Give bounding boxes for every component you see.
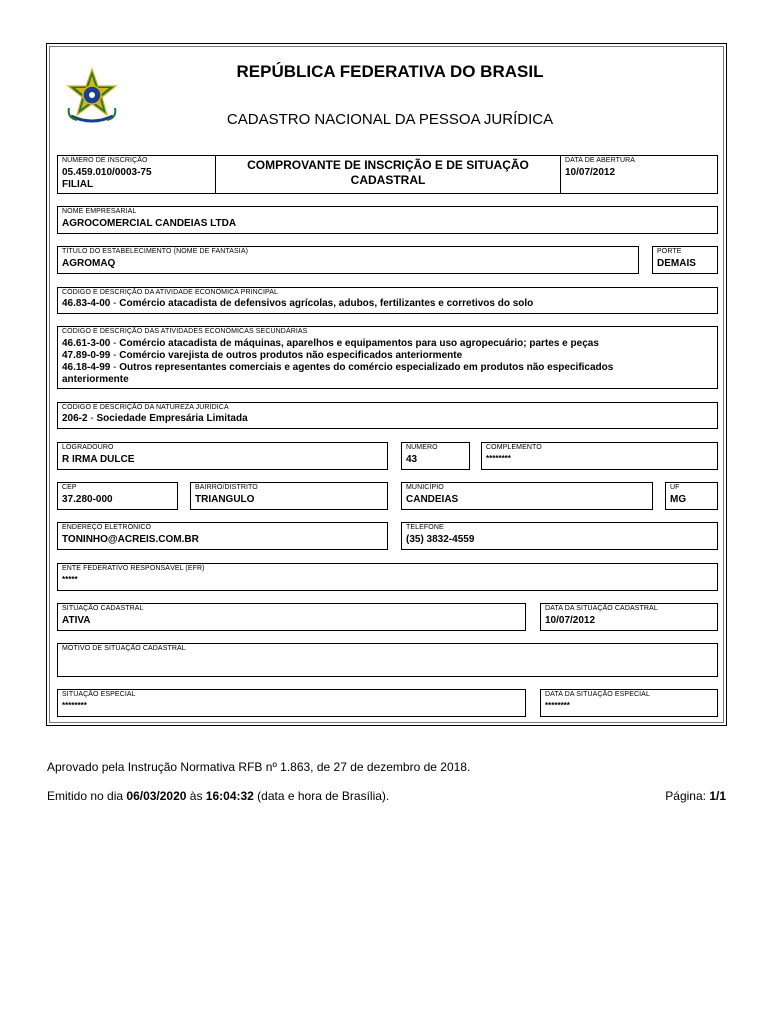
data-situacao-especial-value: ******** — [545, 701, 570, 710]
motivo-box — [57, 643, 718, 677]
list-item: 46.61-3-00 - Comércio atacadista de máquinas, aparelhos e equipamentos para uso agropecuário; partes e peças — [62, 338, 599, 349]
atividades-secundarias-label: CÓDIGO E DESCRIÇÃO DAS ATIVIDADES ECONÔMICAS SECUNDÁRIAS — [62, 328, 308, 335]
comprovante-title-line2: CADASTRAL — [350, 173, 426, 187]
fantasia-box — [57, 246, 639, 274]
cep-box — [57, 482, 178, 510]
fantasia-value: AGROMAQ — [62, 258, 116, 269]
atividade-principal-desc: Comércio atacadista de defensivos agrícolas, adubos, fertilizantes e corretivos do solo — [119, 298, 534, 309]
municipio-value: CANDEIAS — [406, 494, 459, 505]
inscricao-box — [57, 155, 216, 194]
atividade-principal-label: CÓDIGO E DESCRIÇÃO DA ATIVIDADE ECONÔMICA PRINCIPAL — [62, 289, 279, 296]
brazil-coat-of-arms-icon — [63, 68, 121, 128]
bairro-value: TRIANGULO — [195, 494, 255, 505]
list-item: 46.18-4-99 - Outros representantes comerciais e agentes do comércio especializado em produtos não especificados — [62, 362, 614, 373]
comprovante-box — [215, 155, 561, 194]
comprovante-title-line1: COMPROVANTE DE INSCRIÇÃO E DE SITUAÇÃO — [247, 158, 529, 172]
efr-box — [57, 563, 718, 591]
municipio-box — [401, 482, 653, 510]
atividade-principal-sep: - — [110, 298, 120, 309]
situacao-box — [57, 603, 526, 631]
footer-aprovado: Aprovado pela Instrução Normativa RFB nº 1.863, de 27 de dezembro de 2018. — [47, 760, 471, 774]
nome-empresarial-value: AGROCOMERCIAL CANDEIAS LTDA — [62, 218, 237, 229]
data-situacao-label: DATA DA SITUAÇÃO CADASTRAL — [545, 605, 658, 612]
fantasia-label: TÍTULO DO ESTABELECIMENTO (NOME DE FANTASIA) — [62, 248, 249, 255]
natureza-juridica-label: CÓDIGO E DESCRIÇÃO DA NATUREZA JURÍDICA — [62, 404, 229, 411]
logradouro-box — [57, 442, 388, 470]
uf-box — [665, 482, 718, 510]
emitido-time: 16:04:32 — [205, 789, 254, 803]
cep-label: CEP — [62, 484, 77, 491]
municipio-label: MUNICÍPIO — [406, 484, 444, 491]
natureza-juridica-value: 206-2 - Sociedade Empresária Limitada — [62, 413, 248, 424]
complemento-value: ******** — [486, 454, 511, 463]
abertura-label: DATA DE ABERTURA — [565, 157, 636, 164]
email-box — [57, 522, 388, 550]
data-situacao-especial-box — [540, 689, 718, 717]
numero-box — [401, 442, 470, 470]
atividade-principal-box — [57, 287, 718, 314]
inscricao-tipo: FILIAL — [62, 179, 94, 190]
complemento-label: COMPLEMENTO — [486, 444, 542, 451]
logradouro-value: R IRMA DULCE — [62, 454, 135, 465]
telefone-box — [401, 522, 718, 550]
data-situacao-especial-label: DATA DA SITUAÇÃO ESPECIAL — [545, 691, 650, 698]
page-title: REPÚBLICA FEDERATIVA DO BRASIL — [236, 62, 544, 81]
porte-box — [652, 246, 718, 274]
data-situacao-box — [540, 603, 718, 631]
email-label: ENDEREÇO ELETRÔNICO — [62, 524, 152, 531]
telefone-label: TELEFONE — [406, 524, 444, 531]
situacao-especial-value: ******** — [62, 701, 87, 710]
uf-label: UF — [670, 484, 680, 491]
cep-value: 37.280-000 — [62, 494, 113, 505]
footer-emitido: Emitido no dia 06/03/2020 às 16:04:32 (data e hora de Brasília). — [47, 789, 390, 803]
porte-label: PORTE — [657, 248, 682, 255]
complemento-box — [481, 442, 718, 470]
efr-label: ENTE FEDERATIVO RESPONSÁVEL (EFR) — [62, 565, 205, 572]
page-subtitle: CADASTRO NACIONAL DA PESSOA JURÍDICA — [226, 111, 554, 128]
atividades-secundarias-box — [57, 326, 718, 389]
numero-label: NÚMERO — [406, 444, 438, 451]
inscricao-label: NÚMERO DE INSCRIÇÃO — [62, 157, 148, 164]
atividade-principal-value — [62, 298, 533, 310]
numero-value: 43 — [406, 454, 418, 465]
efr-value: ***** — [62, 575, 78, 584]
inscricao-numero: 05.459.010/0003-75 — [62, 167, 152, 178]
logradouro-label: LOGRADOURO — [62, 444, 114, 451]
bairro-label: BAIRRO/DISTRITO — [195, 484, 258, 491]
nome-empresarial-box — [57, 206, 718, 234]
bairro-box — [190, 482, 388, 510]
nome-empresarial-label: NOME EMPRESARIAL — [62, 208, 137, 215]
situacao-value: ATIVA — [62, 615, 91, 626]
emitido-date: 06/03/2020 — [126, 789, 187, 803]
email-value: TONINHO@ACREIS.COM.BR — [62, 534, 199, 545]
situacao-label: SITUAÇÃO CADASTRAL — [62, 605, 144, 612]
situacao-especial-box — [57, 689, 526, 717]
abertura-box — [560, 155, 718, 194]
abertura-value: 10/07/2012 — [565, 167, 616, 178]
data-situacao-value: 10/07/2012 — [545, 615, 596, 626]
situacao-especial-label: SITUAÇÃO ESPECIAL — [62, 691, 136, 698]
telefone-value: (35) 3832-4559 — [406, 534, 475, 545]
natureza-juridica-box — [57, 402, 718, 429]
page-number: Página: 1/1 — [665, 789, 726, 803]
list-item: 47.89-0-99 - Comércio varejista de outros produtos não especificados anteriormente — [62, 350, 463, 361]
list-item-continuation: anteriormente — [62, 374, 129, 385]
porte-value: DEMAIS — [657, 258, 696, 269]
uf-value: MG — [670, 494, 687, 505]
motivo-label: MOTIVO DE SITUAÇÃO CADASTRAL — [62, 645, 186, 652]
atividade-principal-code: 46.83-4-00 — [62, 298, 111, 309]
